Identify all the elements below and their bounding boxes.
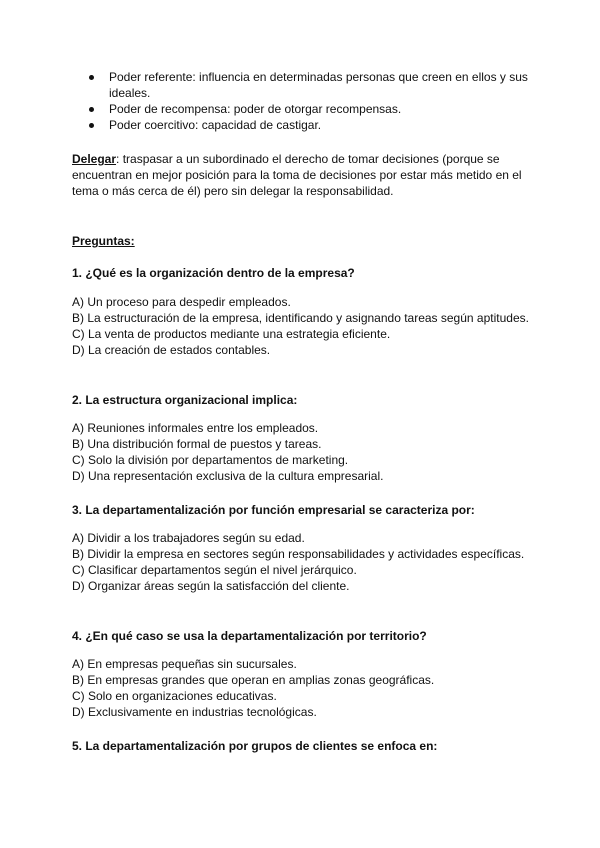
option-a: A) En empresas pequeñas sin sucursales. [72, 657, 297, 671]
bullet-icon [89, 123, 94, 128]
option-d: D) Organizar áreas según la satisfacción del cliente. [72, 579, 350, 593]
question-options [72, 656, 532, 720]
question-options [72, 294, 532, 358]
option-d: D) La creación de estados contables. [72, 343, 271, 357]
option-a: A) Dividir a los trabajadores según su edad. [72, 531, 305, 545]
question-title: 3. La departamentalización por función empresarial se caracteriza por: [72, 503, 475, 517]
option-c: C) La venta de productos mediante una estrategia eficiente. [72, 327, 391, 341]
preguntas-heading: Preguntas: [72, 234, 135, 248]
delegar-definition: : traspasar a un subordinado el derecho de tomar decisiones (porque se encuentran en mejor posición para la toma de decisiones por estar más metido en el tema o más cerca de él) pero sin delegar la responsabilidad. [72, 152, 522, 198]
option-d: D) Una representación exclusiva de la cultura empresarial. [72, 469, 384, 483]
option-d: D) Exclusivamente en industrias tecnológicas. [72, 705, 317, 719]
option-b: B) Una distribución formal de puestos y tareas. [72, 437, 322, 451]
option-a: A) Un proceso para despedir empleados. [72, 295, 291, 309]
question-options [72, 530, 532, 594]
list-item: Poder de recompensa: poder de otorgar recompensas. [72, 101, 532, 117]
option-b: B) Dividir la empresa en sectores según responsabilidades y actividades específicas. [72, 547, 525, 561]
option-a: A) Reuniones informales entre los empleados. [72, 421, 319, 435]
power-types-list [72, 69, 532, 133]
delegar-term: Delegar [72, 152, 117, 166]
list-item: Poder coercitivo: capacidad de castigar. [72, 117, 532, 133]
question-options [72, 420, 532, 484]
option-b: B) La estructuración de la empresa, identificando y asignando tareas según aptitudes. [72, 311, 529, 325]
question-title: 5. La departamentalización por grupos de clientes se enfoca en: [72, 739, 438, 753]
question-title: 2. La estructura organizacional implica: [72, 393, 298, 407]
bullet-icon [89, 75, 94, 80]
list-item: Poder referente: influencia en determinadas personas que creen en ellos y sus ideales. [72, 69, 532, 101]
delegar-paragraph [72, 151, 532, 199]
question-title: 4. ¿En qué caso se usa la departamentalización por territorio? [72, 629, 427, 643]
option-b: B) En empresas grandes que operan en amplias zonas geográficas. [72, 673, 435, 687]
option-c: C) Solo en organizaciones educativas. [72, 689, 277, 703]
bullet-icon [89, 107, 94, 112]
question-title: 1. ¿Qué es la organización dentro de la empresa? [72, 266, 355, 280]
option-c: C) Clasificar departamentos según el nivel jerárquico. [72, 563, 357, 577]
option-c: C) Solo la división por departamentos de marketing. [72, 453, 349, 467]
